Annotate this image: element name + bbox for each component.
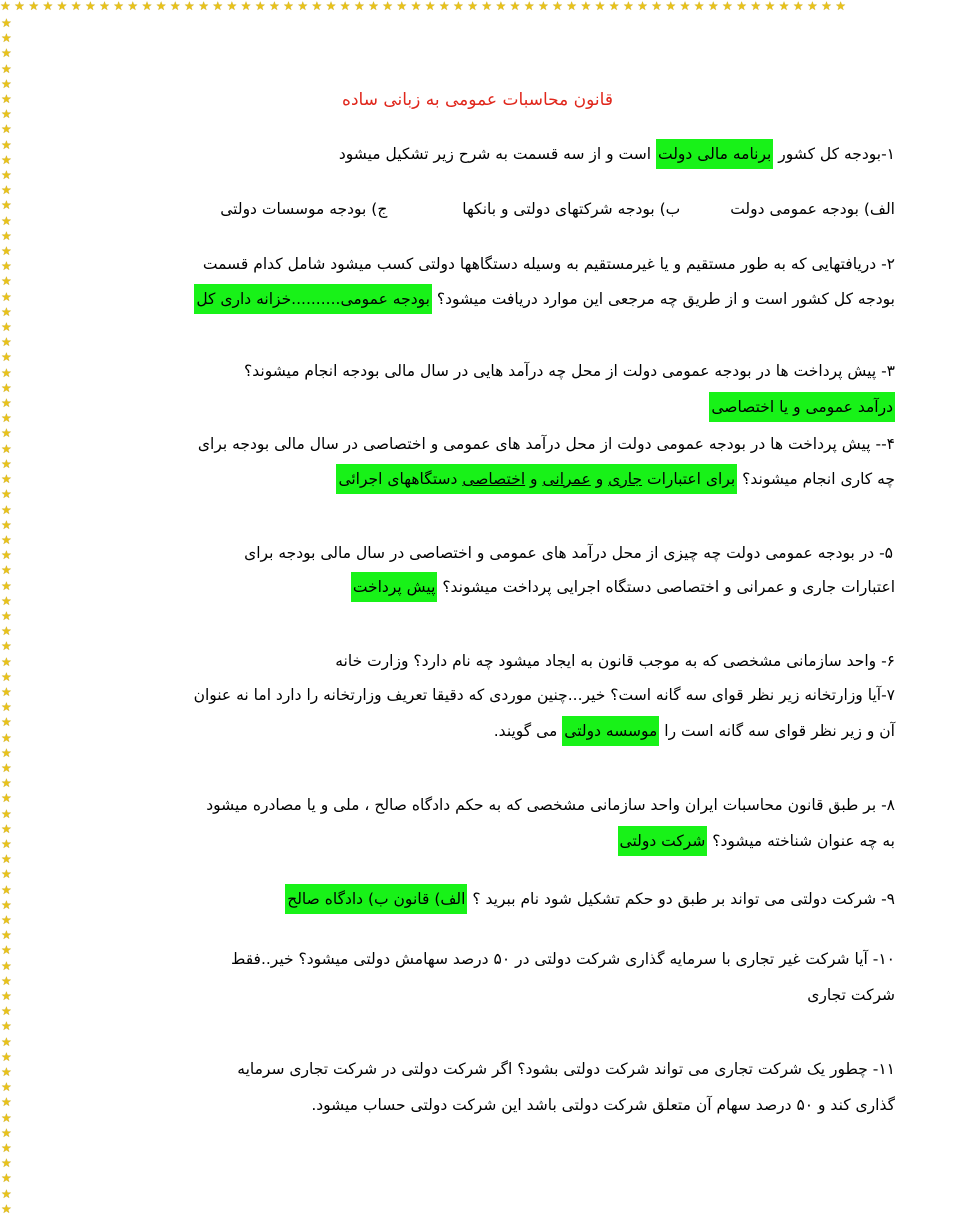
answer-highlight: موسسه دولتی bbox=[562, 716, 659, 746]
answer-highlight: برنامه مالی دولت bbox=[656, 139, 773, 169]
document-title: قانون محاسبات عمومی به زبانی ساده bbox=[342, 90, 613, 110]
answer-highlight: شرکت دولتی bbox=[618, 826, 708, 856]
question-7-line-1: ۷-آیا وزارتخانه زیر نظر قوای سه گانه است؟ خیر...چنین موردی که دقیقا تعریف وزارتخانه را دارد اما نه عنوان bbox=[193, 686, 895, 704]
answer-highlight: درآمد عمومی و یا اختصاصی bbox=[709, 392, 895, 422]
question-3-line-1: ۳- پیش پرداخت ها در بودجه عمومی دولت از محل چه درآمد هایی در سال مالی بودجه انجام میشوند؟ bbox=[244, 362, 895, 380]
answer-highlight: بودجه عمومی..........خزانه داری کل bbox=[194, 284, 432, 314]
question-2-line-2: بودجه کل کشور است و از طریق چه مرجعی این موارد دریافت میشود؟ بودجه عمومی..........خزانه داری کل bbox=[60, 290, 895, 308]
answer-highlight: پیش پرداخت bbox=[351, 572, 438, 602]
question-11-line-1: ۱۱- چطور یک شرکت تجاری می تواند شرکت دولتی بشود؟ اگر شرکت دولتی در شرکت تجاری سرمایه bbox=[237, 1060, 895, 1078]
option-b: ب) بودجه شرکتهای دولتی و بانکها bbox=[462, 200, 681, 218]
question-8-line-2: به چه عنوان شناخته میشود؟ شرکت دولتی bbox=[60, 832, 895, 850]
question-4-line-2: چه کاری انجام میشوند؟ برای اعتبارات جاری و عمرانی و اختصاصی دستگاههای اجرائی bbox=[60, 470, 895, 488]
question-4-line-1: ۴-- پیش پرداخت ها در بودجه عمومی دولت از محل درآمد های عمومی و اختصاصی در سال مالی بودجه برای bbox=[197, 435, 895, 453]
question-8-line-1: ۸- بر طبق قانون محاسبات ایران واحد سازمانی مشخصی که به حکم دادگاه صالح ، ملی و یا مصادره میشود bbox=[206, 796, 895, 814]
question-10-line-1: ۱۰- آیا شرکت غیر تجاری با سرمایه گذاری شرکت دولتی در ۵۰ درصد سهامش دولتی میشود؟ خیر..فقط bbox=[230, 950, 895, 968]
question-11-line-2: گذاری کند و ۵۰ درصد سهام آن متعلق شرکت دولتی باشد این شرکت دولتی حساب میشود. bbox=[311, 1096, 895, 1114]
question-3-line-2 bbox=[60, 398, 895, 416]
question-1-options bbox=[220, 200, 895, 218]
question-2-line-1: ۲- دریافتهایی که به طور مستقیم و یا غیرمستقیم به وسیله دستگاهها دولتی کسب میشود شامل کدام قسمت bbox=[202, 255, 895, 273]
option-c: ج) بودجه موسسات دولتی bbox=[220, 200, 388, 218]
question-9: ۹- شرکت دولتی می تواند بر طبق دو حکم تشکیل شود نام ببرید ؟ الف) قانون ب) دادگاه صالح bbox=[60, 890, 895, 908]
answer-highlight: برای اعتبارات جاری و عمرانی و اختصاصی دستگاههای اجرائی bbox=[336, 464, 737, 494]
star-border-top: ★★★★★★★★★★★★★★★★★★★★★★★★★★★★★★★★★★★★★★★★★★★★★★★★★★★★★★★★★★★★ bbox=[0, 0, 850, 13]
question-1: ۱-بودجه کل کشور برنامه مالی دولت است و از سه قسمت به شرح زیر تشکیل میشود bbox=[60, 145, 895, 163]
question-5-line-1: ۵- در بودجه عمومی دولت چه چیزی از محل درآمد های عمومی و اختصاصی در سال مالی بودجه برای bbox=[244, 544, 893, 562]
question-6: ۶- واحد سازمانی مشخصی که به موجب قانون به ایجاد میشود چه نام دارد؟ وزارت خانه bbox=[335, 652, 895, 670]
question-7-line-2: آن و زیر نظر قوای سه گانه است را موسسه دولتی می گویند. bbox=[60, 722, 895, 740]
question-5-line-2: اعتبارات جاری و عمرانی و اختصاصی دستگاه اجرایی پرداخت میشوند؟ پیش پرداخت bbox=[60, 578, 895, 596]
answer-highlight: الف) قانون ب) دادگاه صالح bbox=[285, 884, 467, 914]
question-10-line-2: شرکت تجاری bbox=[807, 986, 895, 1004]
star-border-left: ★★★★★★★★★★★★★★★★★★★★★★★★★★★★★★★★★★★★★★★★★★★★★★★★★★★★★★★★★★★★★★★★★★★★★★★★★★★★★★★ bbox=[1, 16, 12, 1216]
option-a: الف) بودجه عمومی دولت bbox=[730, 200, 895, 218]
